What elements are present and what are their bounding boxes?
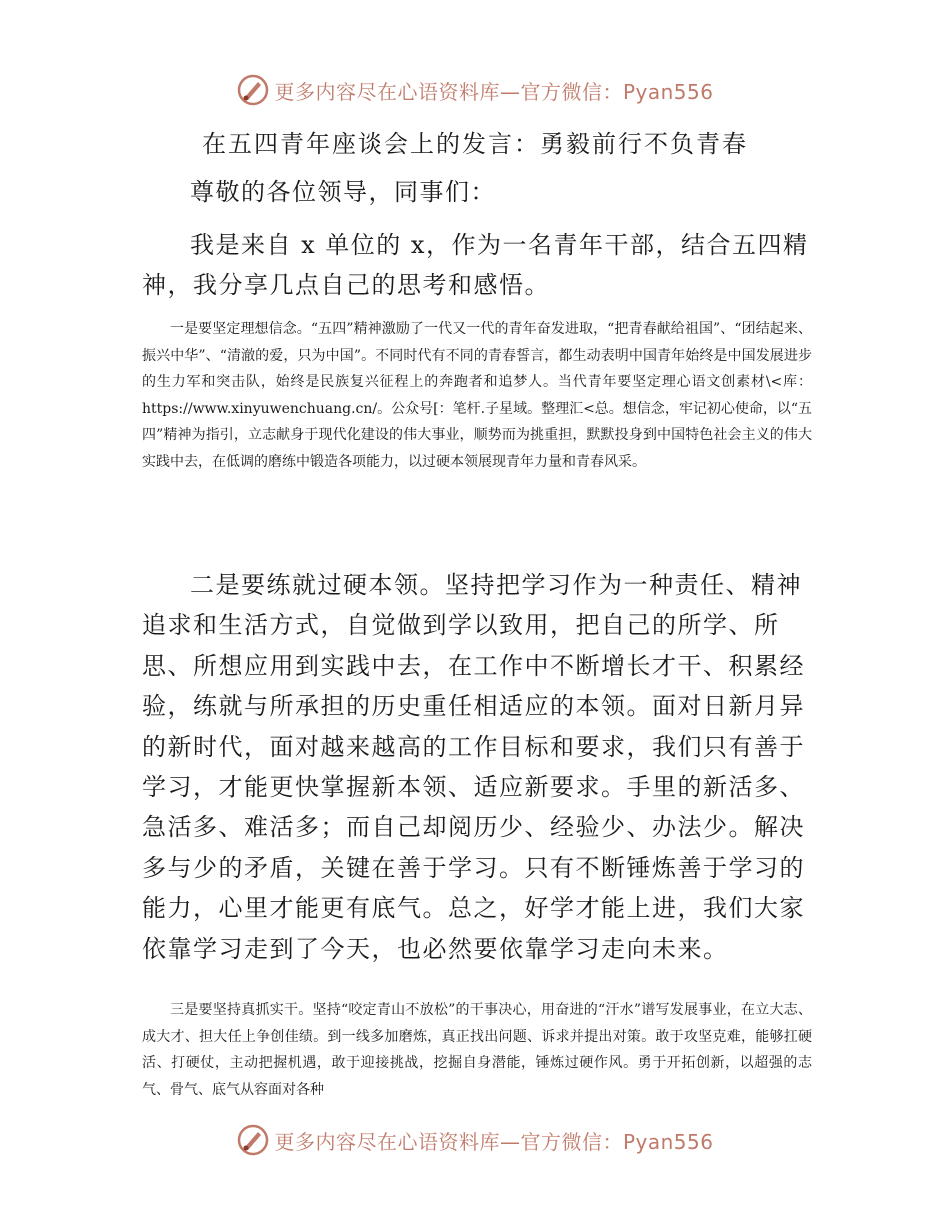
footer-banner <box>0 1122 950 1158</box>
banner-text: 更多内容尽在心语资料库—官方微信：Pyan556 <box>274 79 714 104</box>
logo-icon <box>236 73 270 107</box>
greeting: 尊敬的各位领导，同事们： <box>190 178 496 206</box>
paragraph-action: 三是要坚持真抓实干。坚持“咬定青山不放松”的干事决心，用奋进的“汗水”谱写发展事业，在立大志、成大才、担大任上争创佳绩。到一线多加磨炼，真正找出问题、诉求并提出对策。敢于攻坚克难，能够扛硬活、打硬仗，主动把握机遇，敢于迎接挑战，挖掘自身潜能，锤炼过硬作风。勇于开拓创新，以超强的志气、骨气、底气从容面对各种 <box>142 1002 812 1098</box>
page-title: 在五四青年座谈会上的发言：勇毅前行不负青春 <box>202 130 748 158</box>
banner-text: 更多内容尽在心语资料库—官方微信：Pyan556 <box>274 1129 714 1154</box>
paragraph-skills: 二是要练就过硬本领。坚持把学习作为一种责任、精神追求和生活方式，自觉做到学以致用，把自己的所学、所思、所想应用到实践中去，在工作中不断增长才干、积累经验，练就与所承担的历史重任相适应的本领。面对日新月异的新时代，面对越来越高的工作目标和要求，我们只有善于学习，才能更快掌握新本领、适应新要求。手里的新活多、急活多、难活多；而自己却阅历少、经验少、办法少。解决多与少的矛盾，关键在善于学习。只有不断锤炼善于学习的能力，心里才能更有底气。总之，好学才能上进，我们大家依靠学习走到了今天，也必然要依靠学习走向未来。 <box>142 571 805 963</box>
logo-icon <box>236 1123 270 1157</box>
paragraph-ideals: 一是要坚定理想信念。“五四”精神激励了一代又一代的青年奋发进取，“把青春献给祖国”、“团结起来、振兴中华”、“清澈的爱，只为中国”。不同时代有不同的青春誓言，都生动表明中国青年始终是中国发展进步的生力军和突击队，始终是民族复兴征程上的奔跑者和追梦人。当代青年要坚定理心语文创素材\<库：https://www.xinyuwenchuang.cn/。公众号[：笔杆.子星域。整理汇<总。想信念，牢记初心使命，以“五四”精神为指引，立志献身于现代化建设的伟大事业，顺势而为挑重担，默默投身到中国特色社会主义的伟大实践中去，在低调的磨练中锻造各项能力，以过硬本领展现青年力量和青春风采。 <box>142 321 812 470</box>
intro-paragraph: 我是来自 x 单位的 x，作为一名青年干部，结合五四精神，我分享几点自己的思考和感悟。 <box>142 231 809 299</box>
header-banner <box>0 72 950 108</box>
